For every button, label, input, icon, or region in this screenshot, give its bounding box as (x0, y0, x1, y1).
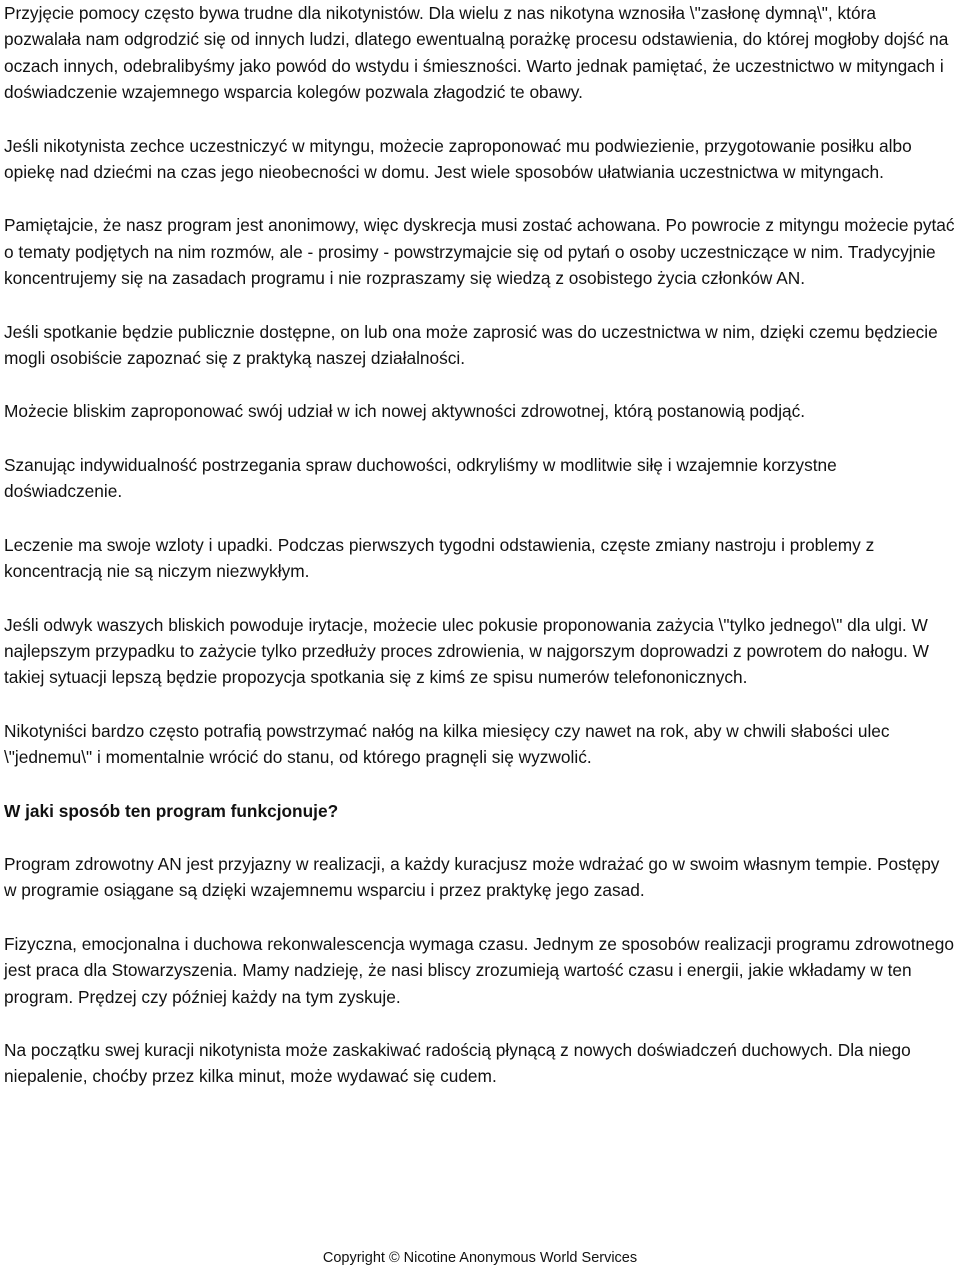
paragraph: Fizyczna, emocjonalna i duchowa rekonwalescencja wymaga czasu. Jednym ze sposobów realizacji programu zdrowotnego jest praca dla Stowarzyszenia. Mamy nadzieję, że nasi bliscy zrozumieją wartość czasu i energii, jakie wkładamy w ten program. Prędzej czy później każdy na tym zyskuje. (4, 933, 954, 1007)
paragraph: Jeśli spotkanie będzie publicznie dostępne, on lub ona może zaprosić was do uczestnictwa w nim, dzięki czemu będziecie mogli osobiście zapoznać się z praktyką naszej działalności. (4, 321, 938, 369)
paragraph: Jeśli odwyk waszych bliskich powoduje irytacje, możecie ulec pokusie proponowania zażycia \"tylko jednego\" dla ulgi. W najlepszym przypadku to zażycie tylko przedłuży proces zdrowienia, w najgorszym doprowadzi z powrotem do nałogu. W takiej sytuacji lepszą będzie propozycja spotkania się z kimś ze spisu numerów telefononicznych. (4, 614, 929, 688)
paragraph: Możecie bliskim zaproponować swój udział w ich nowej aktywności zdrowotnej, którą postanowią podjąć. (4, 401, 806, 422)
paragraph: Szanując indywidualność postrzegania spraw duchowości, odkryliśmy w modlitwie siłę i wzajemnie korzystne doświadczenie. (4, 454, 837, 502)
document-body (4, 0, 956, 1117)
section-heading: W jaki sposób ten program funkcjonuje? (4, 800, 339, 821)
paragraph: Na początku swej kuracji nikotynista może zaskakiwać radością płynącą z nowych doświadczeń duchowych. Dla niego niepalenie, choćby przez kilka minut, może wydawać się cudem. (4, 1039, 911, 1087)
copyright-footer: Copyright © Nicotine Anonymous World Services (322, 1250, 638, 1266)
paragraph: Nikotyniści bardzo często potrafią powstrzymać nałóg na kilka miesięcy czy nawet na rok, aby w chwili słabości ulec \"jednemu\" i momentalnie wrócić do stanu, od którego pragnęli się wyzwolić. (4, 720, 890, 768)
paragraph: Przyjęcie pomocy często bywa trudne dla nikotynistów. Dla wielu z nas nikotyna wznosiła \"zasłonę dymną\", która pozwalała nam odgrodzić się od innych ludzi, dlatego ewentualną porażkę procesu odstawienia, do której mogłoby dojść na oczach innych, odebralibyśmy jako powód do wstydu i śmieszności. Warto jednak pamiętać, że uczestnictwo w mityngach i doświadczenie wzajemnego wsparcia kolegów pozwala złagodzić te obawy. (4, 3, 949, 103)
paragraph: Jeśli nikotynista zechce uczestniczyć w mityngu, możecie zaproponować mu podwiezienie, przygotowanie posiłku albo opiekę nad dziećmi na czas jego nieobecności w domu. Jest wiele sposobów ułatwiania uczestnictwa w mityngach. (4, 135, 912, 183)
paragraph: Program zdrowotny AN jest przyjazny w realizacji, a każdy kuracjusz może wdrażać go w swoim własnym tempie. Postępy w programie osiągane są dzięki wzajemnemu wsparciu i przez praktykę jego zasad. (4, 853, 940, 901)
paragraph: Leczenie ma swoje wzloty i upadki. Podczas pierwszych tygodni odstawienia, częste zmiany nastroju i problemy z koncentracją nie są niczym niezwykłym. (4, 534, 875, 582)
paragraph: Pamiętajcie, że nasz program jest anonimowy, więc dyskrecja musi zostać achowana. Po powrocie z mityngu możecie pytać o tematy podjętych na nim rozmów, ale - prosimy - powstrzymajcie się od pytań o osoby uczestniczące w nim. Tradycyjnie koncentrujemy się na zasadach programu i nie rozpraszamy się wiedzą z osobistego życia członków AN. (4, 215, 955, 289)
